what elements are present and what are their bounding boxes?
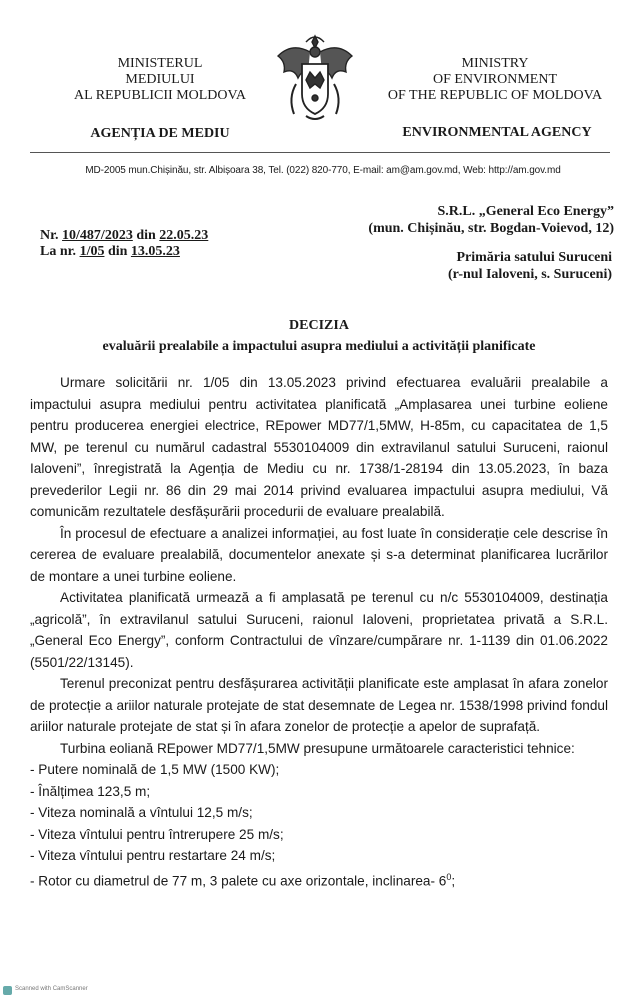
recipient-2-address: (r-nul Ialoveni, s. Suruceni) [448, 267, 612, 282]
decision-title: DECIZIA [289, 318, 349, 333]
nr-value: 10/487/2023 [62, 228, 133, 243]
la-date: 13.05.23 [130, 244, 180, 259]
ministry-line3-ro: AL REPUBLICII MOLDOVA [74, 88, 246, 103]
ministry-line1-ro: MINISTERUL [117, 56, 203, 71]
spec-item-rotor [30, 867, 608, 892]
spec-item-power: - Putere nominală de 1,5 MW (1500 KW); [30, 762, 280, 777]
agency-name-en: ENVIRONMENTAL AGENCY [402, 125, 592, 140]
reference-la-line [40, 244, 208, 260]
recipient-1-address: (mun. Chișinău, str. Bogdan-Voievod, 12) [368, 221, 614, 236]
spec-item-cutout-wind: - Viteza vîntului pentru întrerupere 25 m/s; [30, 826, 284, 842]
contact-line: MD-2005 mun.Chișinău, str. Albișoara 38, Tel. (022) 820-770, E-mail: am@am.gov.md, Web: http://am.gov.md [85, 165, 561, 176]
coat-of-arms-emblem [272, 28, 358, 124]
paragraph-analysis: În procesul de efectuare a analizei informației, au fost luate în considerație cele descrise în cererea de evaluare prealabilă, documentelor anexate și s-a determinat planificarea lucrărilor de montare a unei turbine eoliene. [30, 525, 608, 584]
specs-intro: Turbina eoliană REpower MD77/1,5MW presupune următoarele caracteristici tehnice: [60, 740, 575, 756]
document-body [30, 372, 608, 892]
recipient-1-name: S.R.L. „General Eco Energy” [437, 204, 614, 219]
spec-item-restart-wind: - Viteza vîntului pentru restartare 24 m/s; [30, 848, 276, 863]
nr-label: Nr. [40, 228, 59, 243]
camscanner-logo [3, 986, 12, 995]
spec-item-height: - Înălțimea 123,5 m; [30, 783, 151, 799]
ministry-line1-en: MINISTRY [461, 56, 529, 71]
paragraph-protection-zones: Terenul preconizat pentru desfășurarea activității planificate este amplasat în afara zonelor de protecție a ariilor naturale protejate de stat desemnate de Legea nr. 1538/1998 privind fondul ariilor naturale protejate de stat și în afara zonelor de protecție a apelor de suprafață. [30, 676, 608, 734]
la-din-label: din [107, 244, 128, 259]
scanner-watermark: Scanned with CamScanner [15, 986, 88, 992]
ministry-name-ro [60, 56, 260, 104]
spec-item-nominal-wind: - Viteza nominală a vîntului 12,5 m/s; [30, 805, 253, 820]
ministry-line2-en: OF ENVIRONMENT [432, 72, 558, 87]
agency-name-ro: AGENȚIA DE MEDIU [90, 126, 230, 141]
reference-nr-line [40, 228, 208, 244]
spec-rotor-text: - Rotor cu diametrul de 77 m, 3 palete cu axe orizontale, inclinarea- 6 [30, 873, 447, 889]
spec-rotor-degree: 0 [446, 871, 452, 882]
recipient-2-name: Primăria satului Suruceni [456, 250, 612, 265]
la-value: 1/05 [79, 244, 105, 259]
recipient-2 [330, 249, 612, 283]
reference-block [40, 228, 208, 260]
header-divider [30, 152, 610, 153]
la-label: La nr. [40, 244, 77, 259]
recipient-1 [300, 203, 614, 237]
ministry-line3-en: OF THE REPUBLIC OF MOLDOVA [387, 88, 603, 103]
spec-rotor-end: ; [451, 873, 456, 889]
paragraph-request: Urmare solicitării nr. 1/05 din 13.05.2023 privind efectuarea evaluării prealabile a impactului asupra mediului pentru activitatea planificată „Amplasarea unei turbine eoliene pentru producerea energiei electrice, REpower MD77/1,5MW, H-85m, cu capacitatea de 1,5 MW, pe terenul cu numărul cadastral 5530104009 din extravilanul satului Suruceni, raionul Ialoveni”, înregistrată la Agenția de Mediu cu nr. 1738/1-28194 din 13.05.2023, în baza prevederilor Legii nr. 86 din 29 mai 2014 privind evaluarea impactului asupra mediului, Vă comunicăm rezultatele desfășurării procedurii de evaluare prealabilă. [30, 375, 608, 519]
ministry-line2-ro: MEDIULUI [125, 72, 195, 87]
ministry-name-en [375, 56, 615, 104]
nr-date: 22.05.23 [159, 228, 209, 243]
nr-din-label: din [136, 228, 156, 243]
paragraph-location: Activitatea planificată urmează a fi amplasată pe terenul cu n/c 5530104009, destinația „agricolă”, în extravilanul satului Suruceni, raionul Ialoveni, proprietatea privată a S.R.L. „General Eco Energy”, conform Contractului de vînzare/cumpărare nr. 1-1139 din 01.06.2022 (5501/22/13145). [30, 590, 608, 670]
decision-subtitle: evaluării prealabile a impactului asupra mediului a activității planificate [102, 339, 536, 354]
